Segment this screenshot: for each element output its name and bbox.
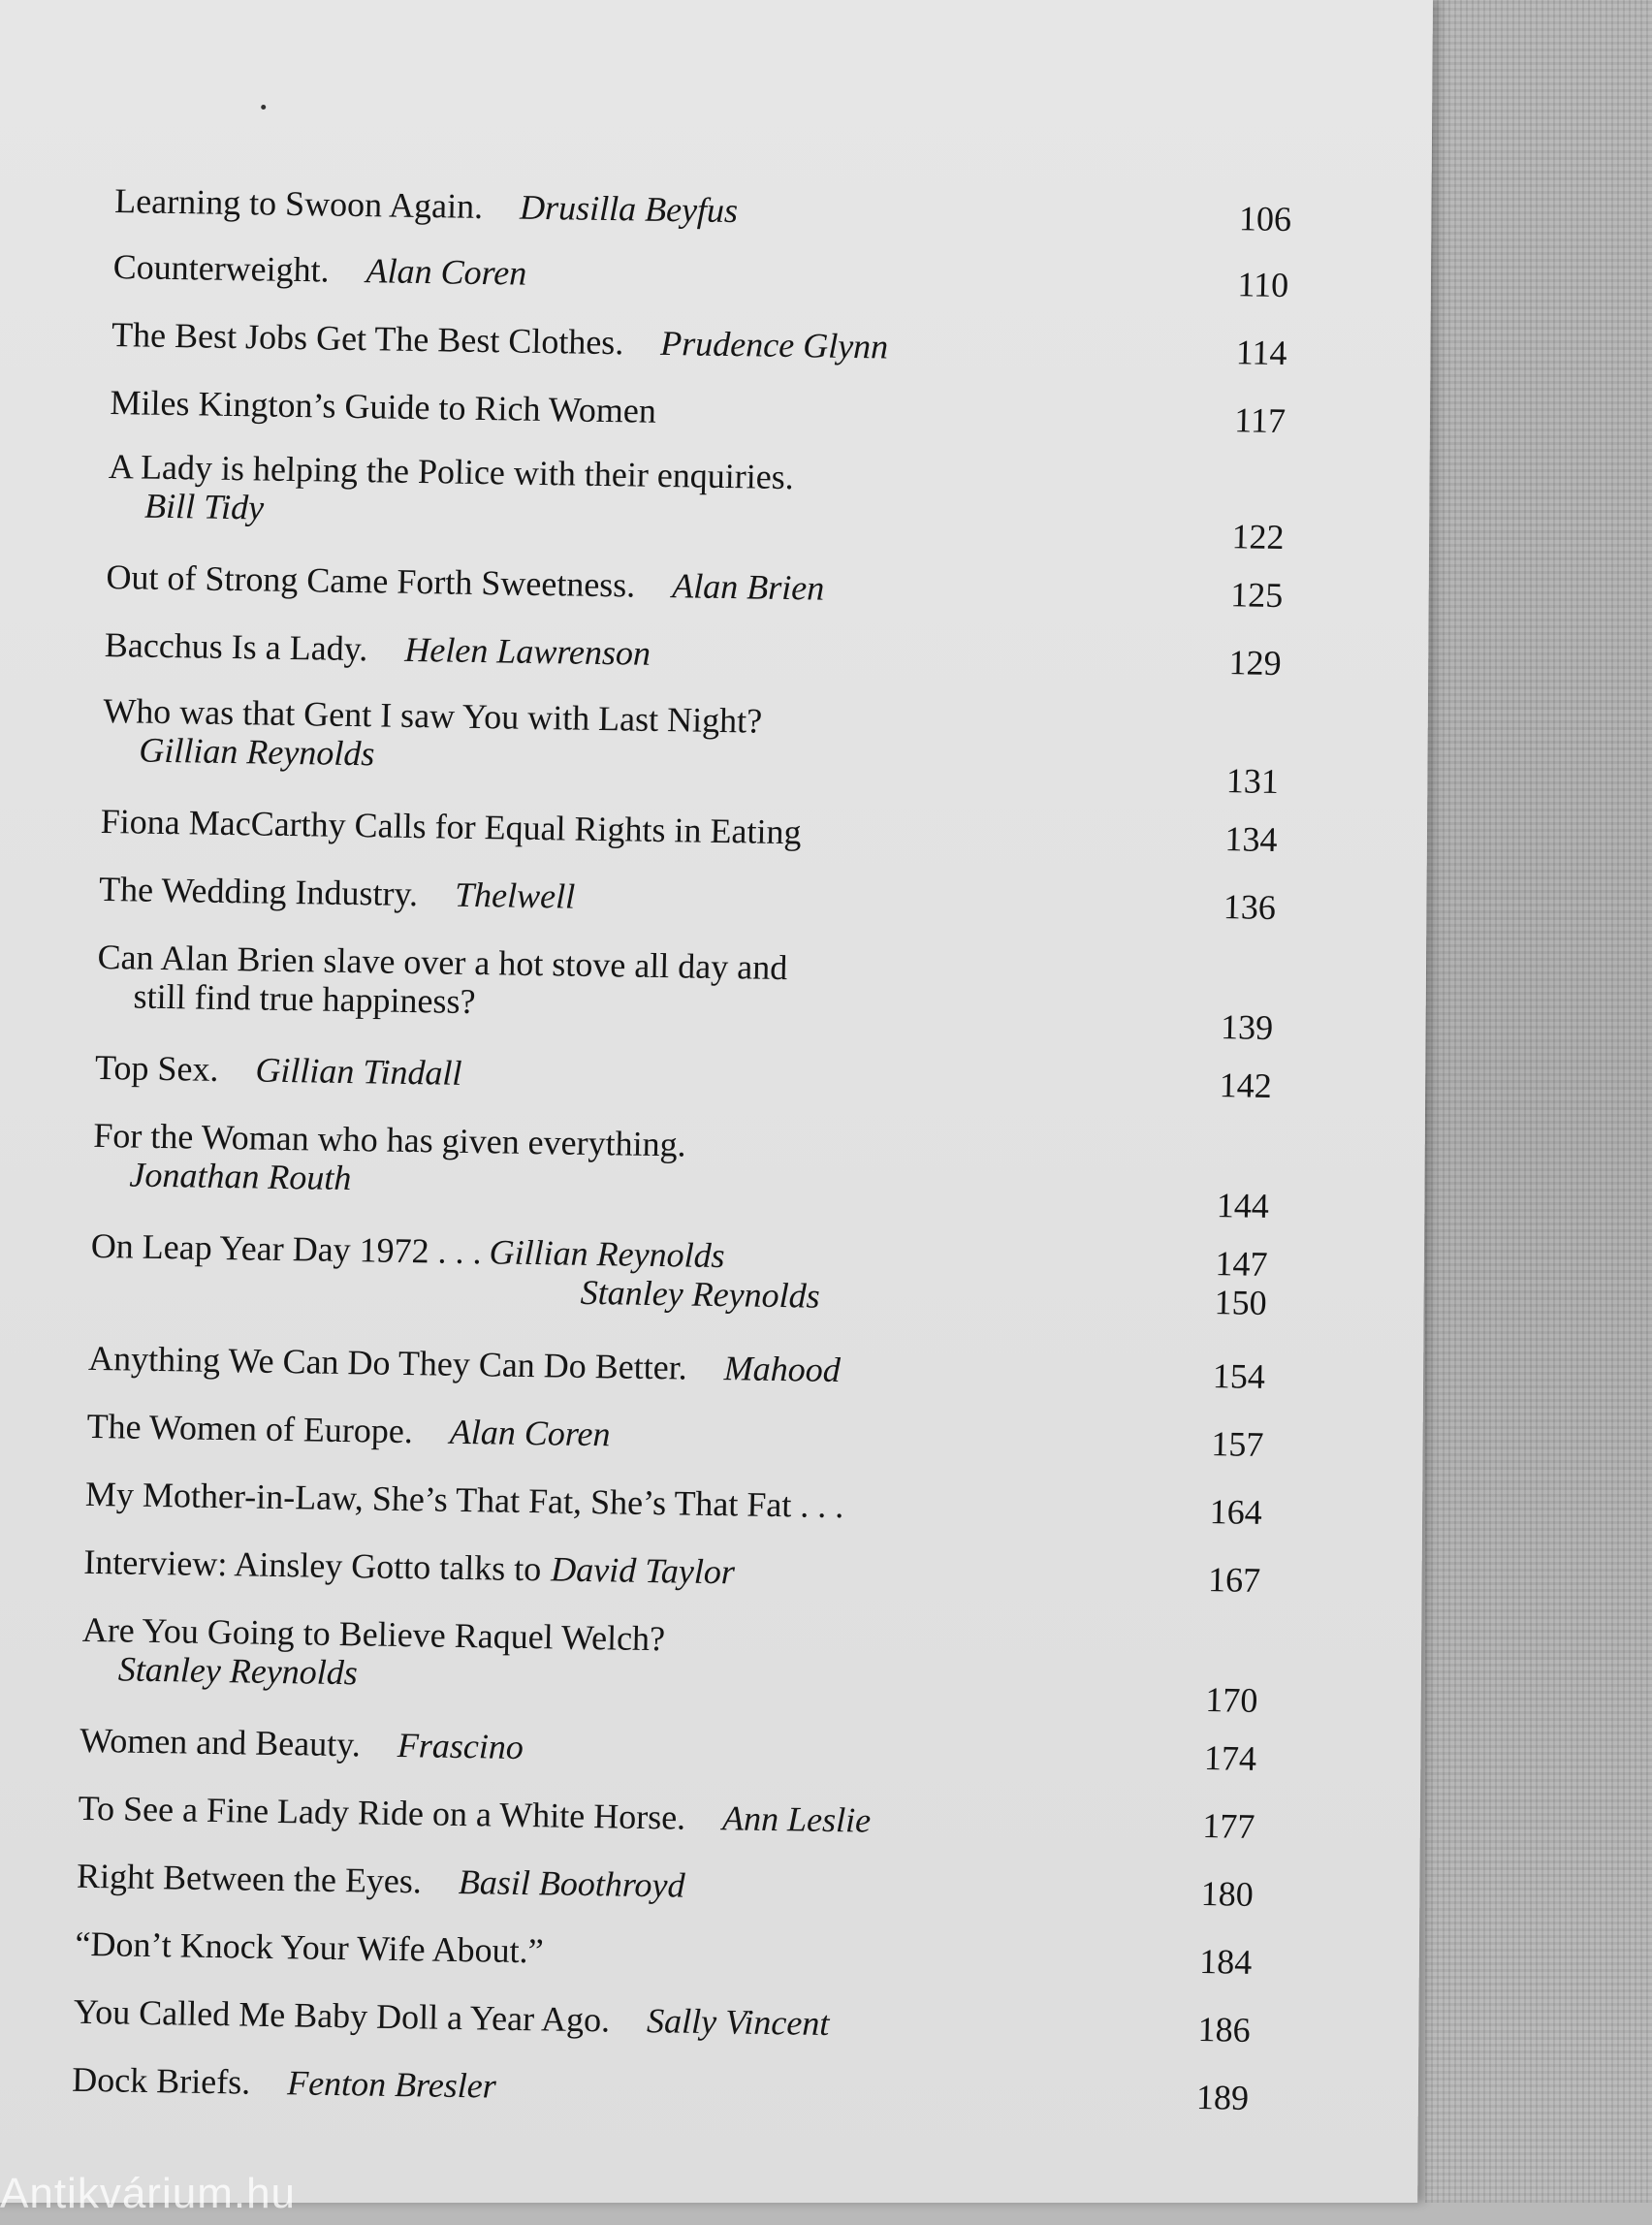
entry-author: Basil Boothroyd (458, 1861, 685, 1905)
entry-page-number: 110 (1237, 265, 1289, 305)
entry-author: Prudence Glynn (659, 323, 889, 366)
entry-author: Gillian Reynolds (138, 730, 375, 774)
entry-page-number: 117 (1233, 400, 1287, 441)
toc-entry (72, 2060, 1275, 2117)
entry-title: Bacchus Is a Lady. (104, 624, 368, 669)
toc-entry (88, 1339, 1291, 1396)
entry-title: Dock Briefs. (71, 2059, 251, 2102)
entry-title: The Women of Europe. (86, 1406, 414, 1451)
entry-title: Can Alan Brien slave over a hot stove all day and (97, 937, 788, 988)
watermark: Antikvárium.hu (0, 2170, 297, 2217)
entry-page-number: 129 (1228, 643, 1283, 683)
entry-page-number: 142 (1219, 1065, 1273, 1105)
entry-page-number: 174 (1203, 1738, 1257, 1778)
toc-entry (77, 1857, 1280, 1914)
entry-author: Helen Lawrenson (403, 629, 651, 673)
entry-author: Fenton Bresler (286, 2063, 497, 2106)
entry-author: Sally Vincent (646, 2001, 830, 2044)
entry-title: The Best Jobs Get The Best Clothes. (111, 315, 624, 363)
entry-title: Women and Beauty. (79, 1720, 362, 1764)
entry-page-number: 136 (1223, 887, 1277, 927)
entry-page-number: 184 (1198, 1942, 1253, 1982)
toc-entry (96, 937, 1300, 1047)
toc-entry (99, 870, 1302, 927)
entry-title: You Called Me Baby Doll a Year Ago. (73, 1991, 611, 2040)
toc-entry (83, 1542, 1287, 1600)
entry-author: Frascino (397, 1725, 524, 1767)
entry-title: Fiona MacCarthy Calls for Equal Rights in Eating (100, 801, 802, 852)
entry-page-number: 106 (1238, 199, 1292, 239)
entry-page-number: 157 (1210, 1424, 1264, 1464)
entry-page-number: 134 (1224, 819, 1278, 860)
entry-second-page-number: 150 (1214, 1283, 1268, 1322)
entry-title: Anything We Can Do They Can Do Better. (87, 1338, 688, 1387)
entry-author: Thelwell (454, 874, 576, 916)
toc-entry (111, 315, 1315, 372)
toc-entry (114, 181, 1318, 238)
toc-entry (79, 1721, 1283, 1778)
entry-title: Out of Strong Came Forth Sweetness. (106, 556, 636, 605)
entry-title: My Mother-in-Law, She’s That Fat, She’s That Fat . . . (84, 1474, 844, 1526)
entry-author: Alan Coren (365, 251, 527, 293)
entry-page-number: 144 (1216, 1186, 1270, 1225)
toc-entry (112, 247, 1316, 304)
entry-author: Mahood (723, 1349, 842, 1390)
toc-entry (106, 557, 1309, 615)
entry-page-number: 189 (1195, 2078, 1250, 2117)
toc-entry (92, 1115, 1296, 1225)
toc-entry (85, 1475, 1288, 1532)
entry-title: On Leap Year Day 1972 . . . (90, 1225, 483, 1272)
toc-entry (104, 625, 1307, 683)
entry-title: “Don’t Knock Your Wife About.” (75, 1923, 545, 1971)
entry-author: Gillian Reynolds (489, 1232, 726, 1276)
entry-title-continuation: still find true happiness? (133, 976, 476, 1022)
toc-entry (78, 1789, 1281, 1846)
entry-author: Gillian Tindall (255, 1050, 462, 1093)
entry-page-number: 167 (1207, 1560, 1261, 1600)
entry-title: Who was that Gent I saw You with Last Night? (102, 690, 763, 741)
entry-author: Bill Tidy (143, 486, 265, 527)
entry-title: Learning to Swoon Again. (113, 181, 484, 226)
toc-entry (102, 690, 1306, 802)
entry-author: David Taylor (550, 1549, 736, 1592)
entry-author: Drusilla Beyfus (519, 187, 739, 231)
entry-second-author: Stanley Reynolds (580, 1272, 821, 1316)
toc-entry (95, 1048, 1298, 1105)
entry-title: For the Woman who has given everything. (92, 1115, 687, 1164)
entry-page-number: 177 (1201, 1806, 1255, 1846)
entry-page-number: 114 (1235, 333, 1288, 373)
background-surface (1425, 0, 1652, 2203)
entry-page-number: 164 (1209, 1492, 1263, 1532)
entry-page-number: 125 (1229, 575, 1284, 616)
toc-entry (100, 802, 1303, 859)
entry-author: Alan Coren (449, 1412, 611, 1454)
entry-title: To See a Fine Lady Ride on a White Horse. (78, 1788, 686, 1837)
toc-entry (110, 383, 1313, 440)
entry-page-number: 180 (1200, 1874, 1255, 1914)
toc-entry (73, 1992, 1276, 2050)
entry-page-number: 147 (1215, 1244, 1269, 1284)
entry-page-number: 139 (1220, 1007, 1274, 1047)
entry-page-number: 154 (1212, 1356, 1266, 1396)
entry-page-number: 122 (1231, 517, 1286, 557)
entry-author: Jonathan Routh (129, 1155, 352, 1198)
entry-author: Stanley Reynolds (117, 1649, 359, 1693)
toc-entry (80, 1609, 1285, 1720)
entry-page-number: 186 (1197, 2010, 1252, 2050)
entry-title: Right Between the Eyes. (76, 1856, 423, 1901)
entry-title: The Wedding Industry. (98, 869, 419, 914)
toc-entry (75, 1924, 1278, 1982)
entry-author: Alan Brien (671, 566, 825, 608)
entry-title: A Lady is helping the Police with their enquiries. (108, 446, 795, 497)
entry-page-number: 170 (1204, 1680, 1258, 1720)
toc-entry (86, 1407, 1289, 1464)
entry-title: Top Sex. (94, 1047, 219, 1089)
toc-entry (108, 446, 1312, 557)
entry-title: Are You Going to Believe Raquel Welch? (81, 1609, 666, 1659)
entry-title: Counterweight. (112, 247, 331, 290)
entry-title: Interview: Ainsley Gotto talks to (82, 1542, 542, 1589)
entry-page-number: 131 (1225, 761, 1280, 802)
entry-author: Ann Leslie (721, 1798, 872, 1840)
entry-title: Miles Kington’s Guide to Rich Women (110, 382, 657, 430)
toc-entry (89, 1226, 1293, 1322)
